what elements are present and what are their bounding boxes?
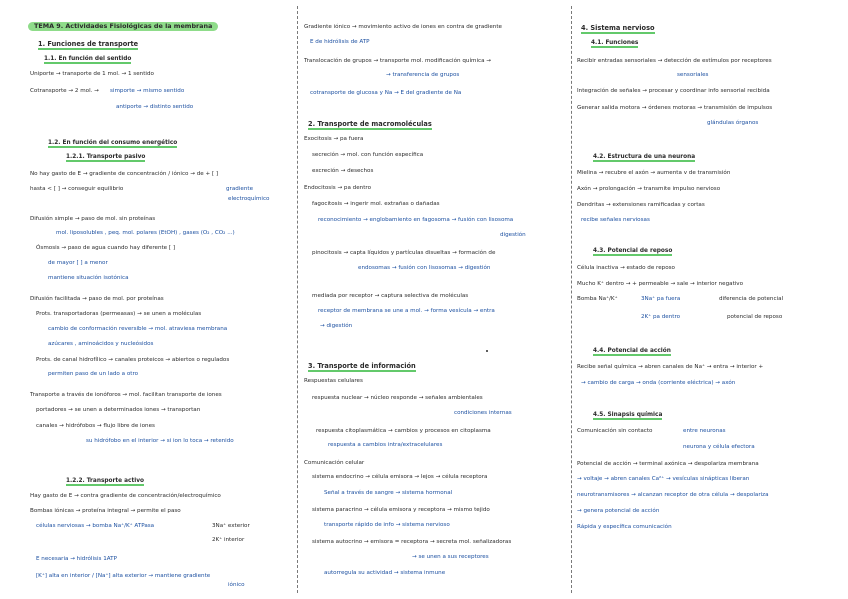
line-azucares: azúcares , aminoácidos y nucleósidos [48,341,154,347]
subheading-4-5: 4.5. Sinapsis química [593,412,663,418]
line-hidrofobo: su hidrófobo en el interior → si ion lo toca → retenido [86,438,234,444]
line-recibe-senales: recibe señales nerviosas [581,217,650,223]
heading-1: 1. Funciones de transporte [38,40,139,48]
line-2k-dentro: 2K⁺ pa dentro [641,314,681,320]
line-mediada: mediada por receptor → captura selectiva de moléculas [312,293,469,299]
column-divider-2 [571,6,572,593]
line-digestion-2: → digestión [320,323,353,329]
line-endocrino: sistema endocrino → célula emisora → lejos → célula receptora [312,474,488,480]
line-pasivo-2: hasta < [ ] → conseguir equilibrio [30,186,124,192]
line-sangre: Señal a través de sangre → sistema hormonal [324,490,453,496]
line-generar: Generar salida motora → órdenes motoras → transmisión de impulsos [577,105,773,111]
line-canal: Prots. de canal hidrofílico → canales proteicos → abiertos o regulados [36,357,230,363]
line-comunicacion: Comunicación celular [304,460,365,466]
line-recibe-senal: Recibe señal química → abren canales de Na⁺ → entra → interior + [577,364,764,370]
line-ionico: iónico [228,582,245,588]
column-3 [577,18,842,595]
line-axon: Axón → prolongación → transmite impulso nervioso [577,186,721,192]
column-1 [30,18,292,595]
page-title: TEMA 9. Actividades Fisiológicas de la membrana [28,22,218,31]
line-nuclear: respuesta nuclear → núcleo responde → señales ambientales [312,395,483,401]
line-transferencia: → transferencia de grupos [386,72,460,78]
line-neurotransmisores: neurotransmisores → alcanzan receptor de otra célula → despolariza [577,492,769,498]
line-endosomas: endosomas → fusión con lisosomas → digestión [358,265,491,271]
line-fagocitosis: fagocitosis → ingerir mol. extrañas o dañadas [312,201,440,207]
line-atp: E necesaria → hidrólisis 1ATP [36,556,117,562]
subheading-4-4: 4.4. Potencial de acción [593,348,671,354]
line-simporte: simporte → mismo sentido [110,88,185,94]
line-mucho-k: Mucho K⁺ dentro → + permeable → sale → interior negativo [577,281,744,287]
column-divider-1 [297,6,298,593]
column-2 [304,18,566,595]
line-sensoriales: sensoriales [677,72,709,78]
line-liposolubles: mol. liposolubles , peq. mol. polares (EtOH) , gases (O₂ , CO₂ ...) [56,230,235,236]
line-exocitosis: Exocitosis → pa fuera [304,136,364,142]
line-bombas: Bombas iónicas → proteína integral → permite el paso [30,508,181,514]
line-uniporte: Uniporte → transporte de 1 mol. → 1 sentido [30,71,154,77]
line-excrecion: excreción → desechos [312,168,374,174]
heading-4: 4. Sistema nervioso [581,24,655,32]
line-permiten: permiten paso de un lado a otro [48,371,139,377]
line-voltaje: → voltaje → abren canales Ca²⁺ → vesículas sinápticas liberan [577,476,750,482]
line-pinocitosis: pinocitosis → capta líquidos y partículas disueltas → formación de [312,250,496,256]
line-autocrino: sistema autocrino → emisora = receptora → secreta mol. señalizadoras [312,539,512,545]
line-gradiente-k: [K⁺] alta en interior / [Na⁺] alta exterior → mantiene gradiente [36,573,211,579]
line-receptores: → se unen a sus receptores [412,554,489,560]
subheading-1-2-2: 1.2.2. Transporte activo [66,478,144,484]
line-canales: canales → hidrófobos → flujo libre de iones [36,423,155,429]
line-autorregula: autorregula su actividad → sistema inmune [324,570,446,576]
subheading-4-2: 4.2. Estructura de una neurona [593,154,696,160]
line-cotransporte-glucosa: cotransporte de glucosa y Na → E del gradiente de Na [310,90,462,96]
line-reconocimiento: reconocimiento → englobamiento en fagosoma → fusión con lisosoma [318,217,514,223]
line-ionoforos: Transporte a través de ionóforos → mol. facilitan transporte de iones [30,392,222,398]
line-2k: 2K⁺ interior [212,537,245,543]
line-digestion-1: digestión [500,232,526,238]
line-osmosis: Ósmosis → paso de agua cuando hay diferente [ ] [36,245,176,251]
line-cotransporte: Cotransporte → 2 mol. → [30,88,99,94]
line-efectora: neurona y célula efectora [683,444,755,450]
line-diferencia: diferencia de potencial [719,296,784,302]
line-hidrolisis-atp: E de hidrólisis de ATP [310,39,370,45]
subheading-1-2-1: 1.2.1. Transporte pasivo [66,154,146,160]
subheading-1-1: 1.1. En función del sentido [44,56,132,62]
line-portadores: portadores → se unen a determinados iones → transportan [36,407,201,413]
line-difusion-facilitada: Difusión facilitada → paso de mol. por proteínas [30,296,164,302]
line-paracrino: sistema paracrino → célula emisora y receptora → mismo tejido [312,507,490,513]
line-antiporte: antiporte → distinto sentido [116,104,194,110]
line-potencial-reposo: potencial de reposo [727,314,783,320]
subheading-4-3: 4.3. Potencial de reposo [593,248,673,254]
line-bomba-na-k: Bomba Na⁺/K⁺ [577,296,618,302]
line-pasivo-1: No hay gasto de E → gradiente de concentración / iónico → de + [ ] [30,171,219,177]
line-permeasas: Prots. transportadoras (permeasas) → se unen a moléculas [36,311,202,317]
line-celula-inactiva: Célula inactiva → estado de reposo [577,265,675,271]
line-difusion-simple: Difusión simple → paso de mol. sin proteínas [30,216,156,222]
line-secrecion: secreción → mol. con función específica [312,152,424,158]
heading-2: 2. Transporte de macromoléculas [308,120,432,128]
line-cambio-carga: → cambio de carga → onda (corriente eléctrica) → axón [581,380,736,386]
line-recibir: Recibir entradas sensoriales → detección de estímulos por receptores [577,58,772,64]
line-respuestas: Respuestas celulares [304,378,363,384]
line-gradiente: gradiente [226,186,254,192]
line-cambios: respuesta a cambios intra/extracelulares [328,442,443,448]
line-genera: → genera potencial de acción [577,508,660,514]
line-gradiente-ionico: Gradiente iónico → movimiento activo de iones en contra de gradiente [304,24,502,30]
subheading-1-2: 1.2. En función del consumo energético [48,140,178,146]
ink-dot [486,350,488,352]
line-dendritas: Dendritas → extensiones ramificadas y cortas [577,202,705,208]
line-mayor-menor: de mayor [ ] a menor [48,260,108,266]
line-3na-fuera: 3Na⁺ pa fuera [641,296,681,302]
line-condiciones: condiciones internas [454,410,512,416]
line-terminal: Potencial de acción → terminal axónica → despolariza membrana [577,461,759,467]
line-rapida: Rápida y específica comunicación [577,524,672,530]
line-glandulas: glándulas órganos [707,120,759,126]
line-sin-contacto: Comunicación sin contacto [577,428,653,434]
heading-3: 3. Transporte de información [308,362,416,370]
line-rapido: transporte rápido de info → sistema nervioso [324,522,450,528]
line-translocacion: Translocación de grupos → transporte mol. modificación química → [304,58,491,64]
line-endocitosis: Endocitosis → pa dentro [304,185,372,191]
subheading-4-1: 4.1. Funciones [591,40,639,46]
line-conformacion: cambio de conformación reversible → mol. atraviesa membrana [48,326,228,332]
line-activo: Hay gasto de E → contra gradiente de concentración/electroquímico [30,493,221,499]
line-electroquimico: electroquímico [228,196,270,202]
line-3na: 3Na⁺ exterior [212,523,250,529]
line-entre-neuronas: entre neuronas [683,428,726,434]
line-isotonica: mantiene situación isotónica [48,275,129,281]
line-citoplasmatica: respuesta citoplasmática → cambios y procesos en citoplasma [316,428,491,434]
line-receptor-membrana: receptor de membrana se une a mol. → forma vesícula → entra [318,308,495,314]
line-integracion: Integración de señales → procesar y coordinar info sensorial recibida [577,88,770,94]
line-mielina: Mielina → recubre el axón → aumenta v de transmisión [577,170,731,176]
line-na-k: células nerviosas → bomba Na⁺/K⁺ ATPasa [36,523,155,529]
